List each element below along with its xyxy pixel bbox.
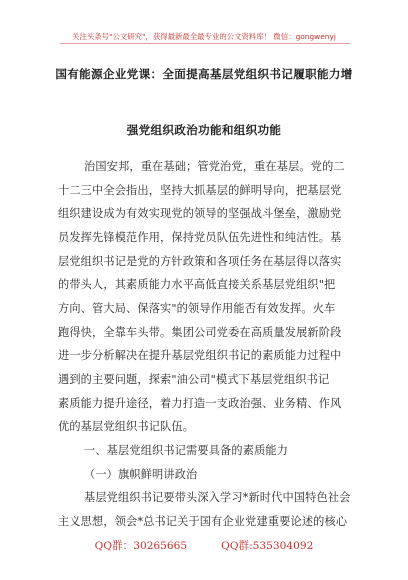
paragraph-line: 组织建设成为有效实现党的领导的坚强战斗堡垒，激励党	[58, 207, 342, 220]
paragraph-line: 十二三中全会指出，坚持大抓基层的鲜明导向，把基层党	[58, 184, 342, 197]
paragraph-line: 的带头人，其素质能力水平高低直接关系基层党组织"把	[58, 278, 336, 291]
paragraph-line: 方向、管大局、保落实"的领导作用能否有效发挥。火车	[58, 302, 336, 315]
subsection-heading: （一）旗帜鲜明讲政治	[84, 468, 198, 481]
qq-group-left: QQ群：30265665	[94, 540, 188, 552]
paragraph-line: 素质能力提升途径，着力打造一支政治强、业务精、作风	[58, 397, 342, 410]
header-banner: 关注头条号"公文研究"，获得最新最全最专业的公文资料库！ 微信：gongwenyj	[72, 32, 336, 41]
paragraph-line: 基层党组织书记要带头深入学习*新时代中国特色社会	[84, 491, 351, 504]
qq-group-right: QQ群:535304092	[221, 540, 314, 552]
header-divider	[60, 43, 350, 44]
document-title-line-1: 国有能源企业党课：全面提高基层党组织书记履职能力增	[55, 67, 353, 81]
paragraph-line: 层党组织书记是党的方针政策和各项任务在基层得以落实	[58, 255, 342, 268]
document-title-line-2: 强党组织政治功能和组织功能	[126, 123, 282, 137]
footer-qq-groups	[0, 538, 408, 553]
paragraph-line: 跑得快，全靠车头带。集团公司党委在高质量发展新阶段	[58, 326, 342, 339]
paragraph-line: 进一步分析解决在提升基层党组织书记的素质能力过程中	[58, 349, 342, 362]
paragraph-line: 主义思想，领会*总书记关于国有企业党建重要论述的核心	[58, 515, 348, 528]
section-heading: 一、基层党组织书记需要具备的素质能力	[84, 444, 289, 457]
paragraph-line: 遇到的主要问题，探索"油公司"模式下基层党组织书记	[58, 373, 330, 386]
paragraph-line: 治国安邦，重在基础；管党治党，重在基层。党的二	[84, 160, 345, 173]
paragraph-line: 员发挥先锋模范作用，保持党员队伍先进性和纯洁性。基	[58, 231, 342, 244]
paragraph-line: 优的基层党组织书记队伍。	[58, 420, 195, 433]
